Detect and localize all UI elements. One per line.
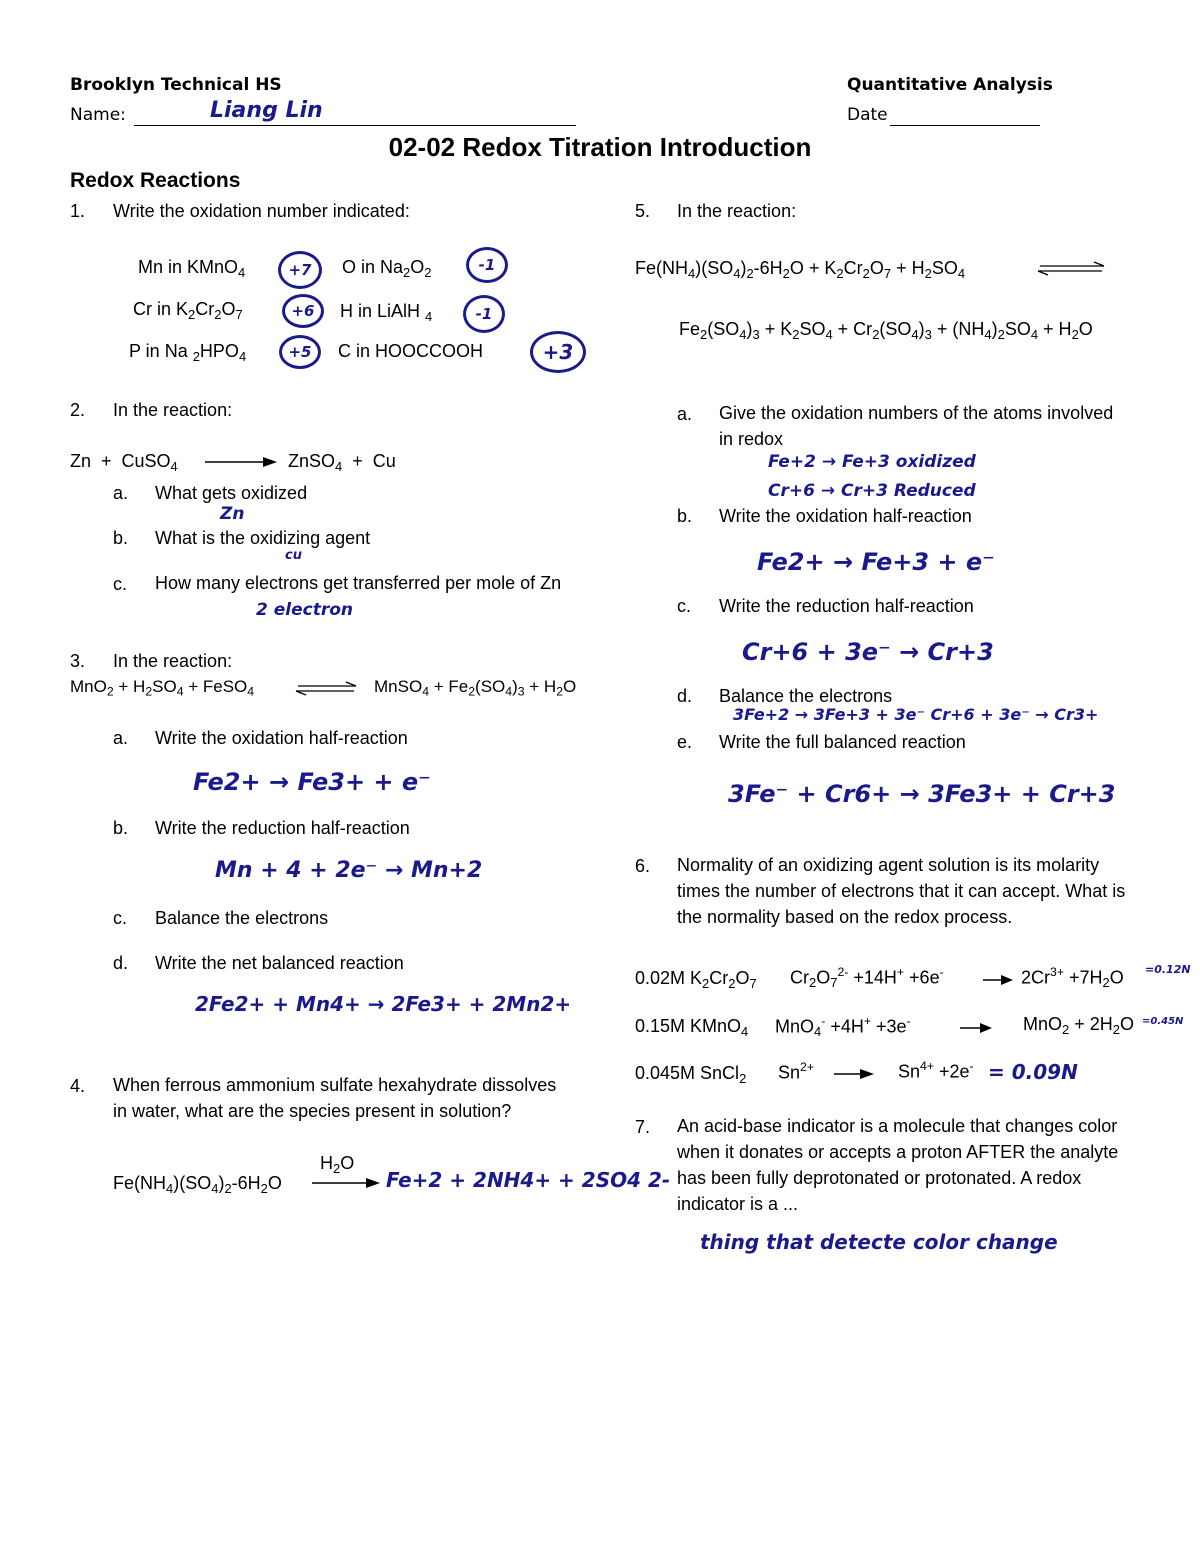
q5-reaction-line2: $Fe_2(SO_4)_3 + K_2SO_4 + Cr_2(SO_4)_3 + (NH_4)_2SO_4 + H_2O$ (679, 319, 1093, 342)
page-title: 02-02 Redox Titration Introduction (388, 132, 812, 162)
q2b-text: What is the oxidizing agent (155, 528, 371, 548)
q3b-answer: Mn + 4 + 2e⁻ → Mn+2 (215, 858, 483, 883)
q5a-letter: a. (677, 404, 693, 424)
q3c-letter: c. (113, 908, 128, 928)
q5c-text: Write the reduction half-reaction (719, 596, 974, 616)
q6-row3-answer: = 0.09N (988, 1060, 1078, 1084)
q5c-letter: c. (677, 596, 692, 616)
q6-row1-solution: 0.02M $K_2Cr_2O_7$ (635, 968, 757, 991)
q5d-answer: 3Fe+2 → 3Fe+3 + 3e⁻ Cr+6 + 3e⁻ → Cr3+ (733, 705, 1099, 724)
q4-number: 4. (70, 1076, 86, 1096)
q6-row2-right: $MnO_2 + 2H_2O$ (1023, 1014, 1134, 1037)
q1-answer-4: -1 (463, 295, 505, 333)
q6-row3-left: $Sn^{2+}$ (778, 1060, 814, 1083)
q6-row2-answer: =0.45N (1142, 1016, 1184, 1027)
q1-item-4: H in LiAlH $_4$ (340, 301, 433, 324)
q1-answer-3: +6 (282, 294, 324, 328)
equilibrium-arrow (1038, 262, 1106, 276)
q4-over-arrow: $H_2O$ (320, 1153, 355, 1176)
q5e-text: Write the full balanced reaction (719, 732, 966, 752)
q3c-text: Balance the electrons (155, 908, 329, 928)
q4-answer: Fe+2 + 2NH4+ + 2SO4 2- (386, 1168, 671, 1192)
q6-number: 6. (635, 856, 651, 876)
q6-row2-solution: 0.15M KMnO$_4$ (635, 1016, 749, 1039)
q5a-answer-1: Fe+2 → Fe+3 oxidized (768, 452, 976, 472)
q1-number: 1. (70, 201, 86, 221)
q3a-letter: a. (113, 728, 129, 748)
q1-item-5: P in Na $_2HPO_4$ (129, 341, 247, 364)
q3-prompt: In the reaction: (113, 651, 233, 671)
q3b-letter: b. (113, 818, 129, 838)
q4-prompt: When ferrous ammonium sulfate hexahydrate dissolves in water, what are the species present in solution? (113, 1075, 557, 1121)
q3d-answer: 2Fe2+ + Mn4+ → 2Fe3+ + 2Mn2+ (195, 992, 572, 1016)
q5a-text: Give the oxidation numbers of the atoms involved in redox (719, 403, 1114, 449)
q5b-text: Write the oxidation half-reaction (719, 506, 972, 526)
q5-number: 5. (635, 201, 651, 221)
q2c-letter: c. (113, 574, 128, 594)
date-label: Date (847, 105, 888, 125)
q3-reaction-left: $MnO_2 + H_2SO_4$ + FeSO$_4$ (70, 677, 255, 699)
q6-prompt: Normality of an oxidizing agent solution is its molarity times the number of electrons that it can accept. What is the normality based on the redox process. (677, 855, 1126, 927)
q5d-text: Balance the electrons (719, 686, 893, 706)
q7-answer: thing that detecte color change (700, 1230, 1058, 1254)
q2a-answer: Zn (220, 504, 245, 524)
q5b-letter: b. (677, 506, 693, 526)
q3a-text: Write the oxidation half-reaction (155, 728, 408, 748)
reaction-arrow (312, 1176, 380, 1190)
q6-row1-right: $2Cr^{3+} +7H_2O$ (1021, 965, 1124, 991)
q3-number: 3. (70, 651, 86, 671)
reaction-arrow (205, 455, 277, 469)
q6-row3-solution: 0.045M SnCl$_2$ (635, 1063, 747, 1086)
reaction-arrow (834, 1068, 874, 1080)
q2-prompt: In the reaction: (113, 400, 233, 420)
q2-number: 2. (70, 400, 86, 420)
q2b-answer: cu (285, 548, 302, 563)
q5b-answer: Fe2+ → Fe+3 + e⁻ (757, 548, 995, 576)
q5d-letter: d. (677, 686, 693, 706)
q3d-text: Write the net balanced reaction (155, 953, 404, 973)
q1-answer-2: -1 (466, 247, 508, 283)
q2b-letter: b. (113, 528, 129, 548)
q5a-answer-2: Cr+6 → Cr+3 Reduced (768, 481, 976, 501)
q6-row3-right: $Sn^{4+} +2e^-$ (898, 1059, 974, 1082)
equilibrium-arrow (296, 682, 358, 696)
q1-item-6: C in HOOCCOOH (338, 341, 484, 361)
q2-reaction-right: ZnSO$_4$ + Cu (288, 451, 396, 474)
q3d-letter: d. (113, 953, 129, 973)
q2a-letter: a. (113, 483, 129, 503)
q2a-text: What gets oxidized (155, 483, 308, 503)
date-line (890, 125, 1040, 126)
q2-reaction-left: Zn + CuSO$_4$ (70, 451, 178, 474)
reaction-arrow (983, 974, 1013, 986)
q6-row2-left: MnO$_4$- +4H+ +3e- (775, 1014, 911, 1040)
q3-reaction-right: MnSO$_4$ + $Fe_2(SO_4)_3 + H_2O$ (374, 677, 577, 699)
q5e-letter: e. (677, 732, 693, 752)
q1-item-1: Mn in KMnO$_4$ (138, 257, 246, 280)
q1-prompt: Write the oxidation number indicated: (113, 201, 410, 221)
q2c-answer: 2 electron (256, 600, 354, 620)
q7-prompt: An acid-base indicator is a molecule that changes color when it donates or accepts a proton AFTER the analyte has been fully deprotonated or protonated. A redox indicator is a ... (677, 1116, 1119, 1214)
student-name: Liang Lin (210, 98, 323, 123)
q1-answer-6: +3 (530, 331, 586, 373)
q4-reaction: $Fe(NH_4)(SO_4)_2-6H_2O$ (113, 1173, 282, 1196)
section-heading: Redox Reactions (70, 169, 241, 192)
q5-prompt: In the reaction: (677, 201, 797, 221)
q5e-answer: 3Fe⁻ + Cr6+ → 3Fe3+ + Cr+3 (728, 780, 1116, 808)
q6-row1-answer: =0.12N (1145, 963, 1191, 976)
name-label: Name: (70, 105, 126, 125)
q1-item-2: O in $Na_2O_2$ (342, 257, 432, 280)
q3b-text: Write the reduction half-reaction (155, 818, 410, 838)
q5-reaction-line1: $Fe(NH_4)(SO_4)_2-6H_2O + K_2Cr_2O_7 + H_2SO_4$ (635, 258, 966, 281)
q7-number: 7. (635, 1117, 651, 1137)
q1-item-3: Cr in $K_2Cr_2O_7$ (133, 299, 243, 322)
q2c-text: How many electrons get transferred per mole of Zn (155, 573, 562, 593)
q5c-answer: Cr+6 + 3e⁻ → Cr+3 (742, 638, 994, 666)
course-name: Quantitative Analysis (847, 75, 1053, 95)
school-name: Brooklyn Technical HS (70, 75, 282, 95)
reaction-arrow (960, 1022, 992, 1034)
q3a-answer: Fe2+ → Fe3+ + e⁻ (193, 768, 431, 796)
name-line (134, 125, 576, 126)
q1-answer-5: +5 (279, 335, 321, 369)
q1-answer-1: +7 (278, 251, 322, 289)
q6-row1-left: $Cr_2O_7^{2-} +14H^+ +6e^-$ (790, 965, 944, 991)
